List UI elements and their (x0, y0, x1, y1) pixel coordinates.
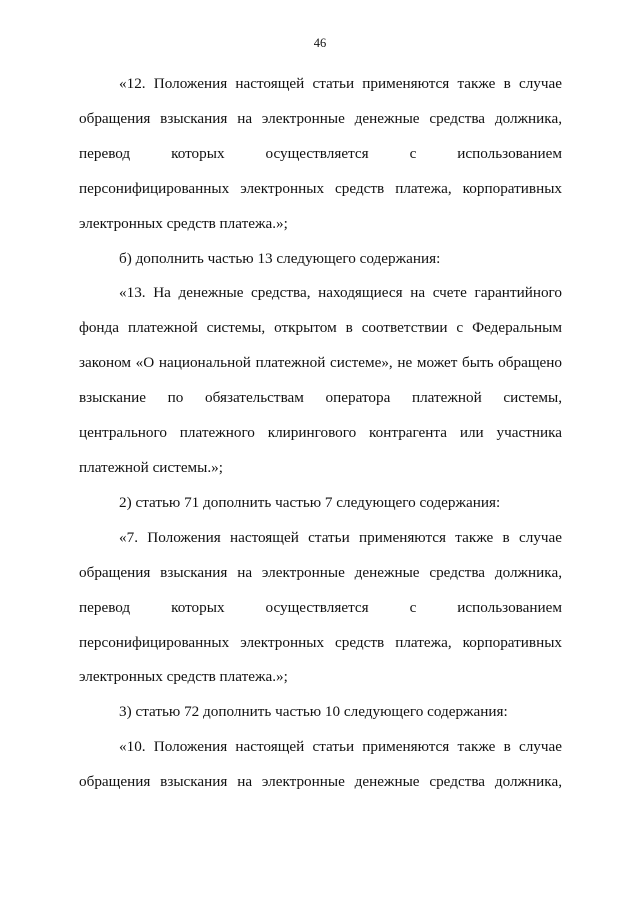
paragraph-amend-b: б) дополнить частью 13 следующего содержания: (119, 249, 441, 267)
paragraph-part-7: «7. Положения настоящей статьи применяются также в случае обращения взыскания на электронные денежные средства должника, перевод которых осуществляется с использованием персонифицированных электронных средств платежа, корпоративных электронных средств платежа.»; (79, 528, 562, 686)
document-body (79, 67, 562, 800)
paragraph-amend-article-71: 2) статью 71 дополнить частью 7 следующего содержания: (119, 493, 501, 511)
paragraph-part-12: «12. Положения настоящей статьи применяются также в случае обращения взыскания на электронные денежные средства должника, перевод которых осуществляется с использованием персонифицированных электронных средств платежа, корпоративных электронных средств платежа.»; (79, 75, 562, 232)
paragraph-part-10: «10. Положения настоящей статьи применяются также в случае обращения взыскания на электронные денежные средства должника, (79, 738, 562, 791)
paragraph-part-13: «13. На денежные средства, находящиеся на счете гарантийного фонда платежной системы, открытом в соответствии с Федеральным законом «О национальной платежной системе», не может быть обращено взыскание по обязательствам оператора платежной системы, центрального платежного клирингового контрагента или участника платежной системы.»; (79, 284, 562, 476)
page-number: 46 (313, 36, 327, 50)
paragraph-amend-article-72: 3) статью 72 дополнить частью 10 следующего содержания: (119, 703, 508, 721)
